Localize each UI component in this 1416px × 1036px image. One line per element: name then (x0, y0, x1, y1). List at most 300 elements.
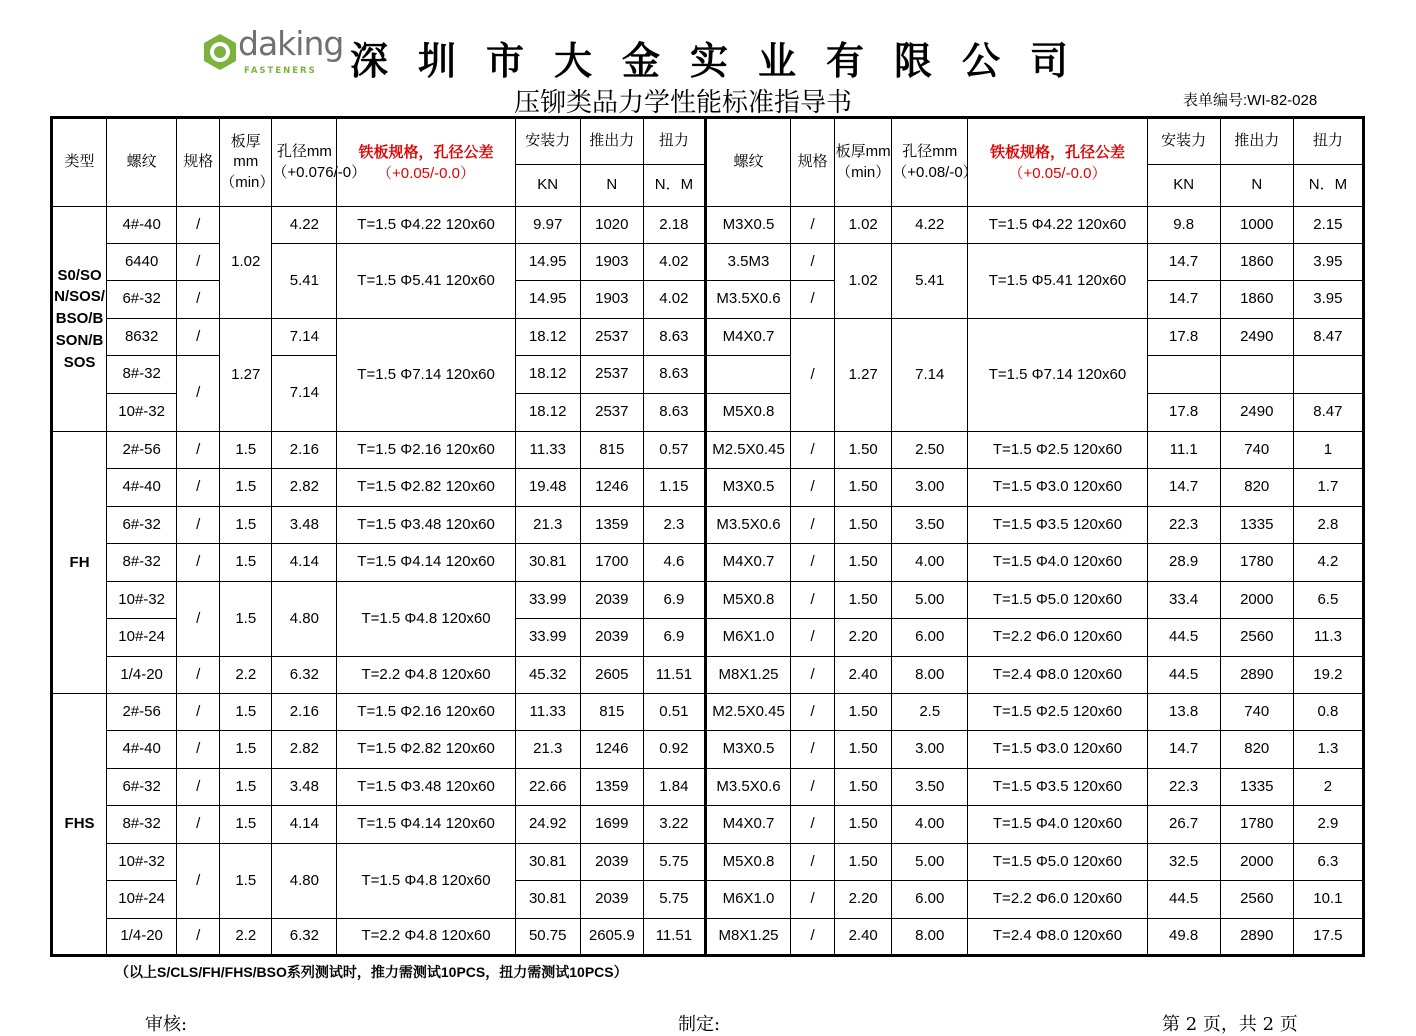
cell-hole-right: 4.22 (892, 207, 968, 244)
cell-hole: 2.82 (272, 731, 337, 769)
cell-install-force: 33.99 (515, 619, 580, 657)
cell-push-force-right: 1335 (1220, 507, 1293, 544)
cell-install-force-right: 22.3 (1147, 507, 1220, 544)
cell-torque-right: 4.2 (1293, 544, 1363, 582)
cell-thread-right (705, 356, 790, 394)
table-row (52, 844, 1364, 881)
cell-hole: 2.82 (272, 469, 337, 507)
cell-thread: 1/4-20 (107, 919, 177, 956)
unit-n-right: N (1220, 165, 1293, 207)
cell-install-force-right: 44.5 (1147, 619, 1220, 657)
cell-spec-right: / (791, 582, 835, 619)
cell-thickness-right: 1.02 (835, 244, 892, 319)
cell-hole: 4.22 (272, 207, 337, 244)
form-number: 表单编号:WI-82-028 (1183, 92, 1318, 109)
col-spec: 规格 (177, 118, 220, 207)
cell-push-force: 1020 (580, 207, 643, 244)
cell-torque-right: 3.95 (1293, 244, 1363, 281)
table-row (52, 432, 1364, 469)
cell-hole-right: 2.5 (892, 694, 968, 731)
cell-install-force-right: 14.7 (1147, 731, 1220, 769)
cell-torque-right: 19.2 (1293, 657, 1363, 694)
cell-install-force-right: 17.8 (1147, 394, 1220, 432)
cell-torque: 8.63 (643, 356, 705, 394)
table-row (52, 806, 1364, 844)
cell-torque-right: 2 (1293, 769, 1363, 806)
cell-install-force: 18.12 (515, 356, 580, 394)
cell-thickness-right: 1.50 (835, 432, 892, 469)
cell-torque-right: 3.95 (1293, 281, 1363, 319)
cell-spec-right: / (791, 657, 835, 694)
cell-plate-spec: T=1.5 Φ4.22 120x60 (337, 207, 515, 244)
cell-torque: 4.02 (643, 281, 705, 319)
company-name: 深圳市大金实业有限公司 (350, 38, 1099, 83)
cell-hole-right: 4.00 (892, 544, 968, 582)
cell-thread: 6#-32 (107, 507, 177, 544)
cell-thread: 10#-32 (107, 394, 177, 432)
cell-plate-spec: T=1.5 Φ4.14 120x60 (337, 806, 515, 844)
review-label: 审核: (145, 1014, 188, 1035)
cell-hole: 4.80 (272, 844, 337, 919)
table-row (52, 657, 1364, 694)
cell-spec-right: / (791, 806, 835, 844)
cell-hole-right: 3.50 (892, 769, 968, 806)
cell-plate-spec-right: T=1.5 Φ5.41 120x60 (968, 244, 1147, 319)
type-group-cell: FHS (52, 694, 107, 956)
cell-spec-right: / (791, 731, 835, 769)
col-thickness-right: 板厚mm（min） (835, 118, 892, 207)
cell-thread-right: M6X1.0 (705, 881, 790, 919)
cell-spec-right: / (791, 769, 835, 806)
cell-thread-right: M8X1.25 (705, 919, 790, 956)
col-hole-right: 孔径mm（+0.08/-0） (892, 118, 968, 207)
cell-spec-right: / (791, 544, 835, 582)
unit-kn-right: KN (1147, 165, 1220, 207)
cell-plate-spec: T=1.5 Φ3.48 120x60 (337, 769, 515, 806)
cell-push-force: 1700 (580, 544, 643, 582)
cell-hole-right: 3.00 (892, 469, 968, 507)
col-thread-right: 螺纹 (705, 118, 790, 207)
cell-thread: 4#-40 (107, 469, 177, 507)
cell-spec: / (177, 544, 220, 582)
cell-thread: 2#-56 (107, 432, 177, 469)
cell-install-force: 14.95 (515, 281, 580, 319)
cell-plate-spec: T=1.5 Φ4.8 120x60 (337, 582, 515, 657)
cell-torque: 5.75 (643, 844, 705, 881)
cell-spec-right: / (791, 319, 835, 432)
cell-push-force: 2605.9 (580, 919, 643, 956)
table-row (52, 544, 1364, 582)
cell-push-force: 815 (580, 432, 643, 469)
col-plate-spec-right (968, 118, 1147, 207)
cell-hole-right: 6.00 (892, 881, 968, 919)
cell-hole: 6.32 (272, 919, 337, 956)
cell-spec: / (177, 694, 220, 731)
cell-plate-spec-right: T=1.5 Φ4.0 120x60 (968, 544, 1147, 582)
cell-thread-right: M3X0.5 (705, 469, 790, 507)
cell-plate-spec: T=1.5 Φ2.16 120x60 (337, 432, 515, 469)
cell-install-force-right: 13.8 (1147, 694, 1220, 731)
col-spec-right: 规格 (791, 118, 835, 207)
cell-hole: 6.32 (272, 657, 337, 694)
cell-push-force: 2039 (580, 844, 643, 881)
cell-plate-spec-right: T=1.5 Φ3.5 120x60 (968, 769, 1147, 806)
cell-torque: 4.6 (643, 544, 705, 582)
col-plate-spec (337, 118, 515, 207)
cell-push-force-right: 1860 (1220, 281, 1293, 319)
cell-plate-spec-right: T=1.5 Φ4.22 120x60 (968, 207, 1147, 244)
cell-install-force: 14.95 (515, 244, 580, 281)
cell-thread-right: 3.5M3 (705, 244, 790, 281)
cell-hole: 4.14 (272, 806, 337, 844)
cell-hole: 7.14 (272, 356, 337, 432)
table-row (52, 207, 1364, 244)
cell-plate-spec: T=1.5 Φ2.82 120x60 (337, 469, 515, 507)
cell-install-force-right: 9.8 (1147, 207, 1220, 244)
cell-torque: 2.3 (643, 507, 705, 544)
cell-hole-right: 5.41 (892, 244, 968, 319)
cell-hole: 4.80 (272, 582, 337, 657)
unit-n: N (580, 165, 643, 207)
cell-plate-spec: T=1.5 Φ7.14 120x60 (337, 319, 515, 432)
cell-thread-right: M6X1.0 (705, 619, 790, 657)
cell-thread: 6#-32 (107, 769, 177, 806)
cell-push-force: 2039 (580, 582, 643, 619)
cell-thread: 6440 (107, 244, 177, 281)
cell-torque: 0.51 (643, 694, 705, 731)
cell-install-force-right: 14.7 (1147, 469, 1220, 507)
cell-thread-right: M5X0.8 (705, 844, 790, 881)
test-note: （以上S/CLS/FH/FHS/BSO系列测试时，推力需测试10PCS，扭力需测试10PCS） (115, 964, 628, 980)
cell-plate-spec-right: T=1.5 Φ2.5 120x60 (968, 694, 1147, 731)
cell-hole: 7.14 (272, 319, 337, 356)
cell-torque: 2.18 (643, 207, 705, 244)
col-thickness: 板厚mm（min） (220, 118, 272, 207)
cell-torque-right: 10.1 (1293, 881, 1363, 919)
cell-torque: 8.63 (643, 394, 705, 432)
cell-spec-right: / (791, 281, 835, 319)
cell-plate-spec-right: T=1.5 Φ7.14 120x60 (968, 319, 1147, 432)
col-hole: 孔径mm（+0.076/-0） (272, 118, 337, 207)
cell-torque: 5.75 (643, 881, 705, 919)
unit-nm: N．M (643, 165, 705, 207)
cell-thread: 2#-56 (107, 694, 177, 731)
cell-spec: / (177, 731, 220, 769)
cell-plate-spec: T=1.5 Φ3.48 120x60 (337, 507, 515, 544)
cell-spec-right: / (791, 207, 835, 244)
cell-push-force-right: 2490 (1220, 319, 1293, 356)
document-title: 压铆类品力学性能标准指导书 (514, 88, 853, 118)
table-row (52, 582, 1364, 619)
cell-thread: 4#-40 (107, 731, 177, 769)
cell-hole: 3.48 (272, 507, 337, 544)
cell-torque: 1.84 (643, 769, 705, 806)
cell-push-force-right: 1335 (1220, 769, 1293, 806)
cell-spec: / (177, 469, 220, 507)
cell-thread: 10#-32 (107, 582, 177, 619)
type-group-cell: S0/SON/SOS/BSO/BSON/BSOS (52, 207, 107, 432)
cell-spec-right: / (791, 507, 835, 544)
cell-spec: / (177, 432, 220, 469)
cell-push-force: 1903 (580, 244, 643, 281)
cell-thread-right: M3.5X0.6 (705, 281, 790, 319)
cell-install-force: 30.81 (515, 544, 580, 582)
cell-push-force: 2537 (580, 356, 643, 394)
table-row (52, 507, 1364, 544)
cell-plate-spec-right: T=1.5 Φ5.0 120x60 (968, 844, 1147, 881)
cell-install-force: 22.66 (515, 769, 580, 806)
cell-install-force-right: 44.5 (1147, 657, 1220, 694)
cell-hole-right: 2.50 (892, 432, 968, 469)
cell-torque-right: 2.8 (1293, 507, 1363, 544)
cell-spec-right: / (791, 694, 835, 731)
cell-spec-right: / (791, 919, 835, 956)
cell-thread-right: M4X0.7 (705, 806, 790, 844)
cell-thread: 10#-24 (107, 881, 177, 919)
cell-push-force-right: 820 (1220, 731, 1293, 769)
cell-push-force: 1359 (580, 769, 643, 806)
cell-thread: 8#-32 (107, 806, 177, 844)
col-install: 安装力 (515, 118, 580, 165)
cell-spec-right: / (791, 619, 835, 657)
cell-thickness: 1.5 (220, 769, 272, 806)
table-row (52, 694, 1364, 731)
col-push-right: 推出力 (1220, 118, 1293, 165)
cell-thickness: 1.5 (220, 469, 272, 507)
type-group-cell: FH (52, 432, 107, 694)
cell-spec: / (177, 657, 220, 694)
cell-thread: 10#-24 (107, 619, 177, 657)
cell-push-force-right: 2000 (1220, 844, 1293, 881)
cell-thread-right: M3X0.5 (705, 731, 790, 769)
cell-torque: 11.51 (643, 657, 705, 694)
cell-torque-right: 8.47 (1293, 319, 1363, 356)
cell-install-force-right: 17.8 (1147, 319, 1220, 356)
cell-thickness-right: 1.50 (835, 507, 892, 544)
cell-thickness: 1.5 (220, 507, 272, 544)
cell-thickness: 1.5 (220, 582, 272, 657)
cell-push-force-right: 820 (1220, 469, 1293, 507)
cell-spec: / (177, 319, 220, 356)
cell-torque-right: 1.3 (1293, 731, 1363, 769)
cell-install-force: 21.3 (515, 731, 580, 769)
cell-install-force: 11.33 (515, 694, 580, 731)
cell-install-force-right: 11.1 (1147, 432, 1220, 469)
cell-install-force: 33.99 (515, 582, 580, 619)
cell-push-force-right: 2890 (1220, 657, 1293, 694)
cell-thickness: 1.5 (220, 544, 272, 582)
cell-spec-right: / (791, 244, 835, 281)
cell-thread: 8#-32 (107, 544, 177, 582)
cell-install-force: 18.12 (515, 319, 580, 356)
cell-push-force: 2039 (580, 881, 643, 919)
cell-hole-right: 5.00 (892, 844, 968, 881)
cell-spec-right: / (791, 844, 835, 881)
cell-thickness: 1.5 (220, 806, 272, 844)
cell-hole-right: 6.00 (892, 619, 968, 657)
cell-thread-right: M4X0.7 (705, 319, 790, 356)
cell-thread: 8#-32 (107, 356, 177, 394)
cell-thread: 6#-32 (107, 281, 177, 319)
cell-torque-right: 6.5 (1293, 582, 1363, 619)
cell-spec: / (177, 507, 220, 544)
cell-plate-spec: T=1.5 Φ2.82 120x60 (337, 731, 515, 769)
cell-hole: 2.16 (272, 694, 337, 731)
cell-install-force: 30.81 (515, 844, 580, 881)
logo-wordmark: daking (238, 24, 344, 63)
cell-thickness: 1.5 (220, 432, 272, 469)
cell-torque: 0.57 (643, 432, 705, 469)
cell-install-force-right: 44.5 (1147, 881, 1220, 919)
cell-push-force: 1699 (580, 806, 643, 844)
cell-thread-right: M2.5X0.45 (705, 694, 790, 731)
cell-hole-right: 3.50 (892, 507, 968, 544)
cell-plate-spec-right: T=2.4 Φ8.0 120x60 (968, 919, 1147, 956)
cell-torque-right: 2.15 (1293, 207, 1363, 244)
cell-push-force-right: 2490 (1220, 394, 1293, 432)
cell-thickness-right: 1.50 (835, 844, 892, 881)
cell-hole-right: 8.00 (892, 919, 968, 956)
logo-subtitle: FASTENERS (244, 66, 317, 76)
cell-torque: 4.02 (643, 244, 705, 281)
cell-thread-right: M5X0.8 (705, 394, 790, 432)
table-row (52, 731, 1364, 769)
cell-install-force: 21.3 (515, 507, 580, 544)
cell-thread: 8632 (107, 319, 177, 356)
cell-plate-spec-right: T=1.5 Φ3.0 120x60 (968, 469, 1147, 507)
plate-tolerance: （+0.05/-0.0） (377, 164, 476, 182)
header-row (52, 118, 1364, 165)
cell-install-force: 24.92 (515, 806, 580, 844)
cell-plate-spec-right: T=2.2 Φ6.0 120x60 (968, 881, 1147, 919)
cell-push-force: 2039 (580, 619, 643, 657)
cell-thickness-right: 1.02 (835, 207, 892, 244)
cell-plate-spec-right: T=1.5 Φ3.0 120x60 (968, 731, 1147, 769)
cell-thread: 4#-40 (107, 207, 177, 244)
cell-hole: 3.48 (272, 769, 337, 806)
cell-install-force: 50.75 (515, 919, 580, 956)
cell-install-force-right: 28.9 (1147, 544, 1220, 582)
col-type: 类型 (52, 118, 107, 207)
cell-torque-right: 0.8 (1293, 694, 1363, 731)
cell-push-force: 2537 (580, 319, 643, 356)
cell-plate-spec: T=1.5 Φ5.41 120x60 (337, 244, 515, 319)
col-push: 推出力 (580, 118, 643, 165)
cell-thread-right: M5X0.8 (705, 582, 790, 619)
table-row (52, 469, 1364, 507)
cell-thickness-right: 1.50 (835, 769, 892, 806)
hexagon-nut-icon (200, 28, 240, 80)
cell-install-force: 19.48 (515, 469, 580, 507)
cell-push-force-right: 1780 (1220, 806, 1293, 844)
cell-push-force: 2537 (580, 394, 643, 432)
cell-install-force-right (1147, 356, 1220, 394)
cell-plate-spec-right: T=2.4 Φ8.0 120x60 (968, 657, 1147, 694)
page-indicator: 第 2 页，共 2 页 (1162, 1014, 1298, 1035)
cell-install-force-right: 14.7 (1147, 244, 1220, 281)
cell-thickness-right: 1.50 (835, 582, 892, 619)
cell-install-force: 9.97 (515, 207, 580, 244)
cell-push-force-right: 1000 (1220, 207, 1293, 244)
cell-push-force: 2605 (580, 657, 643, 694)
plate-spec-label: 铁板规格，孔径公差 (358, 143, 494, 161)
table-row (52, 919, 1364, 956)
cell-torque-right: 11.3 (1293, 619, 1363, 657)
cell-push-force-right: 740 (1220, 694, 1293, 731)
col-torque-right: 扭力 (1293, 118, 1363, 165)
cell-thread-right: M3.5X0.6 (705, 769, 790, 806)
plate-tolerance-right: （+0.05/-0.0） (1008, 164, 1107, 182)
cell-plate-spec: T=1.5 Φ4.8 120x60 (337, 844, 515, 919)
cell-push-force: 1359 (580, 507, 643, 544)
cell-torque-right: 2.9 (1293, 806, 1363, 844)
cell-thread-right: M3.5X0.6 (705, 507, 790, 544)
cell-thickness-right: 1.50 (835, 544, 892, 582)
cell-push-force-right: 2560 (1220, 619, 1293, 657)
cell-thickness: 1.27 (220, 319, 272, 432)
cell-thickness-right: 1.50 (835, 806, 892, 844)
cell-plate-spec-right: T=2.2 Φ6.0 120x60 (968, 619, 1147, 657)
cell-thread: 1/4-20 (107, 657, 177, 694)
cell-hole-right: 5.00 (892, 582, 968, 619)
cell-plate-spec-right: T=1.5 Φ3.5 120x60 (968, 507, 1147, 544)
cell-thickness: 1.5 (220, 844, 272, 919)
cell-plate-spec: T=1.5 Φ4.14 120x60 (337, 544, 515, 582)
cell-torque-right: 17.5 (1293, 919, 1363, 956)
prepared-label: 制定: (678, 1014, 721, 1035)
cell-torque-right: 1.7 (1293, 469, 1363, 507)
cell-hole: 2.16 (272, 432, 337, 469)
cell-install-force-right: 26.7 (1147, 806, 1220, 844)
col-thread: 螺纹 (107, 118, 177, 207)
cell-thickness-right: 2.40 (835, 919, 892, 956)
cell-spec: / (177, 356, 220, 432)
cell-thread-right: M2.5X0.45 (705, 432, 790, 469)
cell-spec: / (177, 769, 220, 806)
unit-nm-right: N．M (1293, 165, 1363, 207)
cell-push-force-right: 1860 (1220, 244, 1293, 281)
cell-hole: 4.14 (272, 544, 337, 582)
cell-thread-right: M8X1.25 (705, 657, 790, 694)
cell-thickness-right: 2.20 (835, 881, 892, 919)
cell-thickness-right: 1.50 (835, 469, 892, 507)
cell-thickness-right: 2.20 (835, 619, 892, 657)
cell-thickness: 2.2 (220, 919, 272, 956)
cell-spec: / (177, 844, 220, 919)
cell-hole-right: 8.00 (892, 657, 968, 694)
cell-hole-right: 4.00 (892, 806, 968, 844)
cell-torque: 3.22 (643, 806, 705, 844)
cell-install-force-right: 32.5 (1147, 844, 1220, 881)
cell-hole-right: 3.00 (892, 731, 968, 769)
col-torque: 扭力 (643, 118, 705, 165)
cell-install-force-right: 14.7 (1147, 281, 1220, 319)
cell-plate-spec-right: T=1.5 Φ5.0 120x60 (968, 582, 1147, 619)
cell-thread-right: M3X0.5 (705, 207, 790, 244)
cell-thickness: 1.5 (220, 731, 272, 769)
cell-spec: / (177, 281, 220, 319)
cell-install-force: 45.32 (515, 657, 580, 694)
cell-spec: / (177, 207, 220, 244)
col-install-right: 安装力 (1147, 118, 1220, 165)
cell-push-force-right: 2560 (1220, 881, 1293, 919)
cell-spec-right: / (791, 432, 835, 469)
cell-torque: 1.15 (643, 469, 705, 507)
cell-plate-spec-right: T=1.5 Φ4.0 120x60 (968, 806, 1147, 844)
cell-spec: / (177, 244, 220, 281)
cell-thickness-right: 1.50 (835, 731, 892, 769)
cell-hole: 5.41 (272, 244, 337, 319)
